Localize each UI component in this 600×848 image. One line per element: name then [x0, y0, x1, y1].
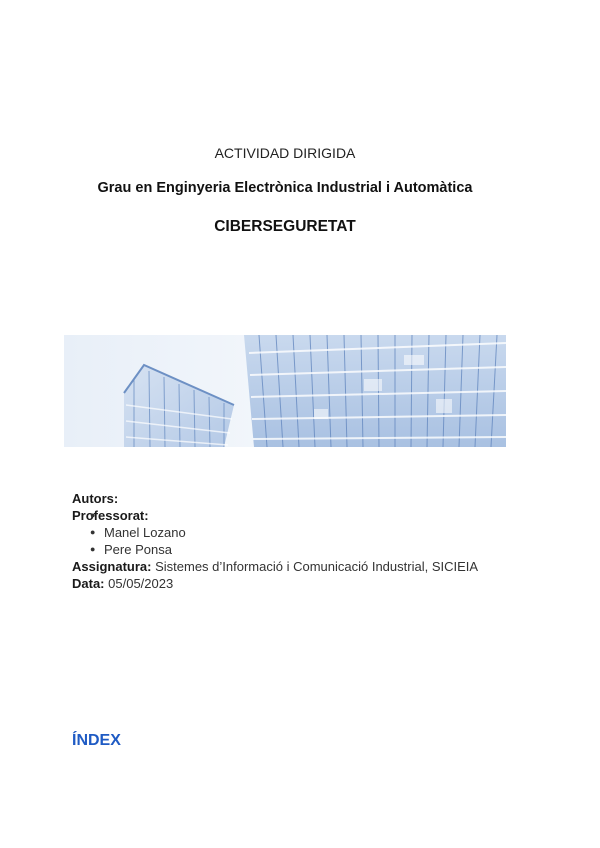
index-heading: ÍNDEX: [72, 732, 121, 749]
course-title: CIBERSEGURETAT: [214, 218, 356, 235]
document-subtitle: ACTIVIDAD DIRIGIDA: [214, 145, 356, 161]
degree-title: Grau en Enginyeria Electrònica Industrial i Automàtica: [97, 180, 473, 196]
document-metadata: [72, 490, 572, 592]
list-item: ● Manel Lozano: [90, 524, 572, 541]
cover-image: [64, 335, 506, 447]
authors-label: Autors:: [72, 491, 119, 506]
subject-label: Assignatura:: [72, 559, 152, 574]
list-item: ● Pere Ponsa: [90, 541, 572, 558]
professors-list: [72, 524, 572, 558]
building-facade-image: [64, 335, 506, 447]
subject-value: Sistemes d’Informació i Comunicació Industrial, SICIEIA: [155, 559, 479, 574]
subject-line: [72, 558, 572, 575]
professors-label: Professorat:: [72, 508, 149, 523]
date-line: [72, 575, 572, 592]
date-label: Data:: [72, 576, 105, 591]
date-value: 05/05/2023: [108, 576, 174, 591]
